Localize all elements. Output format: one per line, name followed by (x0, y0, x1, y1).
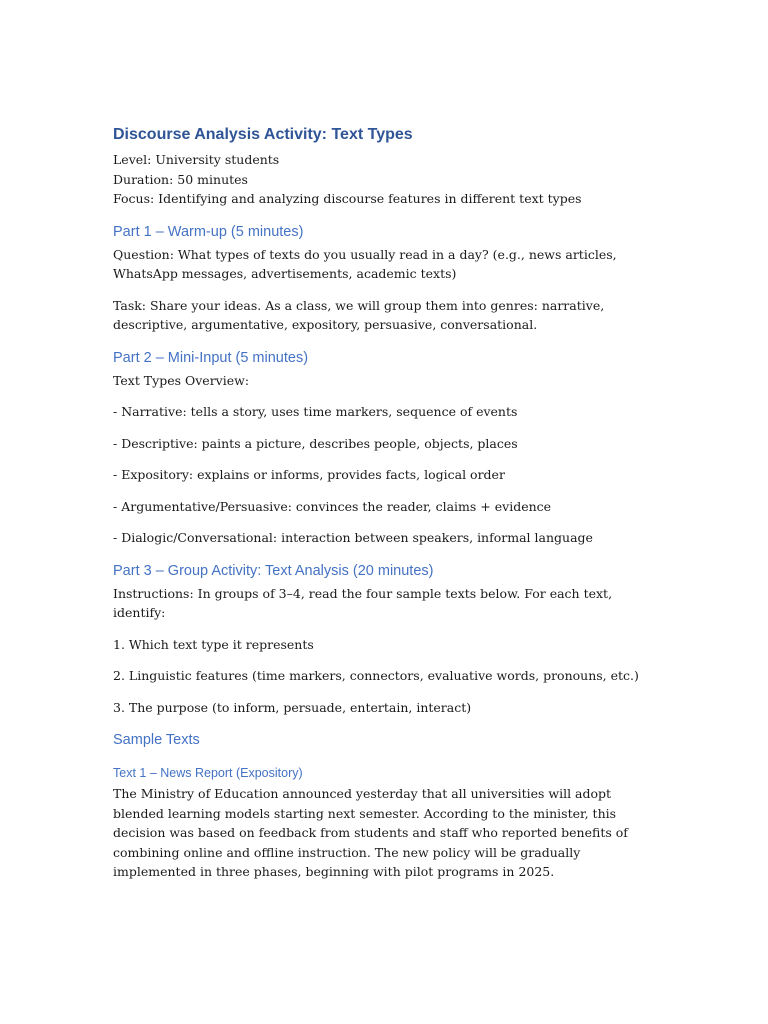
sample-texts-heading: Sample Texts (113, 732, 200, 748)
list-item-text-type: 1. Which text type it represents (113, 636, 314, 652)
list-item-narrative: - Narrative: tells a story, uses time markers, sequence of events (113, 404, 518, 419)
list-item-purpose: 3. The purpose (to inform, persuade, entertain, interact) (113, 699, 472, 715)
list-item-linguistic-features: 2. Linguistic features (time markers, connectors, evaluative words, pronouns, etc.) (113, 668, 639, 683)
document-title: Discourse Analysis Activity: Text Types (113, 126, 413, 143)
list-item-descriptive: - Descriptive: paints a picture, describes people, objects, places (113, 435, 518, 451)
text1-body: The Ministry of Education announced yesterday that all universities will adopt blended learning models starting next semester. According to the minister, this decision was based on feedback from students and staff who reported benefits of combining online and offline instruction. The new policy will be gradually implemented in three phases, beginning with pilot programs in 2025. (113, 786, 628, 879)
document-page (113, 124, 658, 882)
part1-heading: Part 1 – Warm-up (5 minutes) (113, 223, 304, 240)
list-item-expository: - Expository: explains or informs, provides facts, logical order (113, 467, 505, 482)
part2-heading: Part 2 – Mini-Input (5 minutes) (113, 349, 309, 366)
text1-heading: Text 1 – News Report (Expository) (113, 766, 303, 780)
part3-heading: Part 3 – Group Activity: Text Analysis (20 minutes) (113, 562, 434, 579)
meta-level: Level: University students (113, 152, 280, 167)
part3-instructions: Instructions: In groups of 3–4, read the four sample texts below. For each text, identify: (113, 585, 613, 620)
list-item-argumentative: - Argumentative/Persuasive: convinces the reader, claims + evidence (113, 498, 552, 514)
meta-focus: Focus: Identifying and analyzing discourse features in different text types (113, 191, 582, 206)
part2-overview: Text Types Overview: (113, 372, 250, 388)
meta-duration: Duration: 50 minutes (113, 171, 248, 187)
part1-question: Question: What types of texts do you usually read in a day? (e.g., news articles, WhatsApp messages, advertisements, academic texts) (113, 246, 617, 281)
list-item-dialogic: - Dialogic/Conversational: interaction between speakers, informal language (113, 530, 593, 545)
part1-task: Task: Share your ideas. As a class, we will group them into genres: narrative, descriptive, argumentative, expository, persuasive, conversational. (113, 297, 605, 332)
